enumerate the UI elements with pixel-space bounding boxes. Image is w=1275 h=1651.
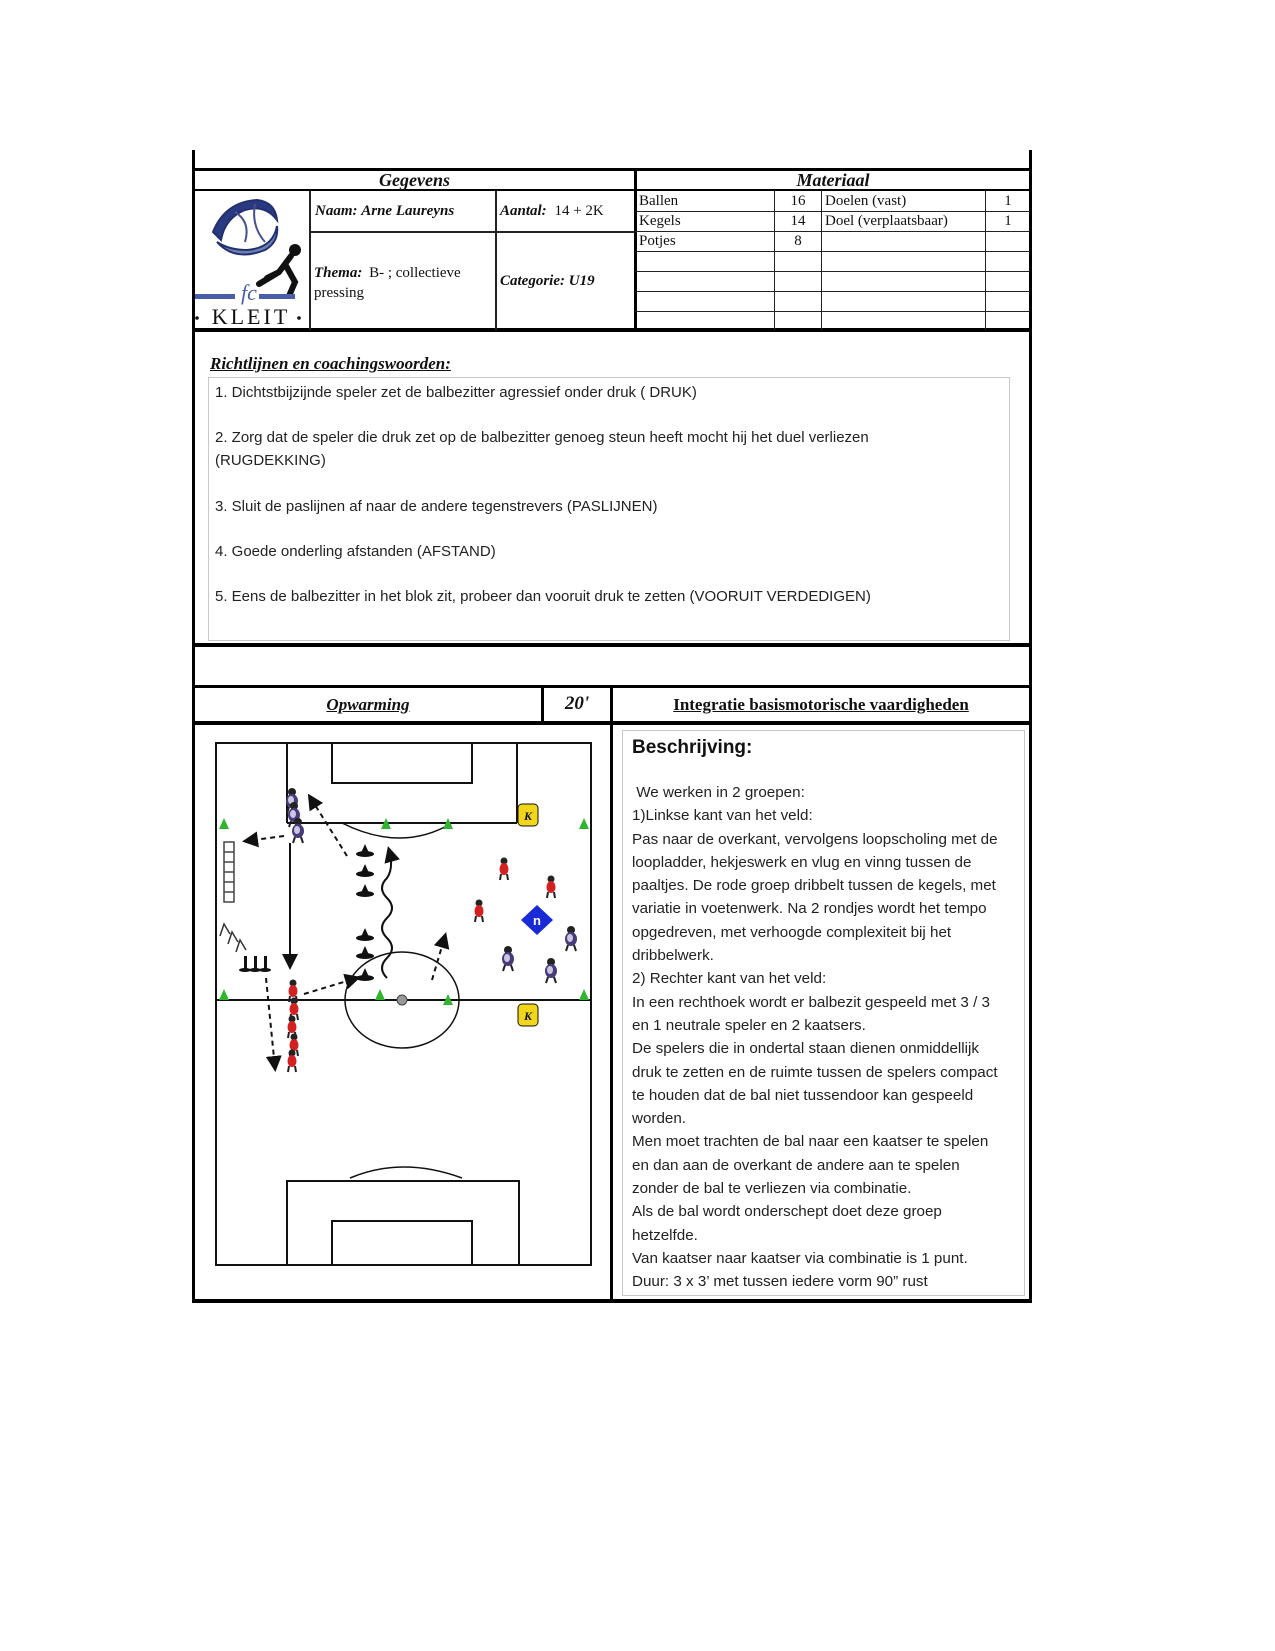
material-qty: 8: [794, 233, 802, 249]
aantal-value: 14 + 2K: [554, 203, 604, 219]
description-line: opgedreven, met verhoogde complexiteit bij het: [632, 923, 952, 941]
material-name: Potjes: [639, 233, 676, 249]
mat-row-6: [635, 311, 1030, 312]
thema-value-2: pressing: [314, 285, 364, 301]
naam-label: Naam:: [315, 203, 358, 219]
aantal-cell: [500, 203, 604, 220]
guideline-item: 3. Sluit de paslijnen af naar de andere tegenstrevers (PASLIJNEN): [215, 498, 658, 515]
description-line: druk te zetten en de ruimte tussen de spelers compact: [632, 1063, 998, 1081]
gegevens-title: Gegevens: [379, 170, 450, 190]
thema-label: Thema:: [314, 265, 363, 281]
categorie-value: U19: [568, 273, 595, 289]
col-divider-aantal: [495, 190, 497, 330]
kaatser-label: K: [523, 1009, 533, 1023]
section-title: Opwarming: [326, 695, 410, 714]
guidelines-bottom: [192, 643, 1032, 647]
naam-value: Arne Laureyns: [361, 203, 455, 219]
naam-cell: [315, 203, 454, 220]
club-logo: [195, 192, 307, 328]
description-box: [622, 730, 1025, 1296]
mat-row-1: [635, 211, 1030, 212]
section-subtitle: Integratie basismotorische vaardigheden: [673, 695, 969, 714]
kaatser-label: K: [523, 809, 533, 823]
description-line: Pas naar de overkant, vervolgens loopscholing met de: [632, 830, 998, 848]
description-line: We werken in 2 groepen:: [632, 784, 805, 801]
field-diagram: [212, 738, 597, 1268]
section-duration: 20': [564, 693, 590, 714]
guideline-item: 4. Goede onderling afstanden (AFSTAND): [215, 543, 496, 560]
description-line: Van kaatser naar kaatser via combinatie is 1 punt.: [632, 1249, 968, 1267]
description-text: [632, 781, 998, 1294]
table-bottom: [192, 328, 1032, 332]
description-line: hetzelfde.: [632, 1226, 698, 1244]
material-qty: 14: [790, 213, 806, 229]
description-line: zonder de bal te verliezen via combinatie.: [632, 1180, 912, 1198]
logo-fc: fc: [241, 280, 257, 305]
description-line: De spelers die in ondertal staan dienen onmiddellijk: [632, 1040, 979, 1058]
material-name: Doelen (vast): [825, 193, 907, 209]
mat-row-4: [635, 271, 1030, 272]
materiaal-title: Materiaal: [796, 170, 870, 190]
thema-cell: [314, 263, 461, 303]
material-name: Kegels: [639, 213, 681, 229]
neutral-label: n: [533, 913, 541, 928]
material-name: Ballen: [639, 193, 679, 209]
description-line: en dan aan de overkant de andere aan te spelen: [632, 1156, 960, 1174]
categorie-label: Categorie:: [500, 273, 565, 289]
description-line: te houden dat de bal niet tussendoor kan gespeeld: [632, 1086, 974, 1104]
categorie-cell: [500, 273, 595, 290]
description-line: Men moet trachten de bal naar een kaatser te spelen: [632, 1133, 989, 1151]
mat-row-3: [635, 251, 1030, 252]
mat-row-5: [635, 291, 1030, 292]
description-line: paaltjes. De rode groep dribbelt tussen de kegels, met: [632, 877, 996, 895]
description-line: variatie in voetenwerk. Na 2 rondjes wordt het tempo: [632, 900, 987, 918]
row-divider-naam: [309, 231, 635, 233]
description-line: Als de bal wordt onderschept doet deze groep: [632, 1203, 942, 1221]
guidelines-title: Richtlijnen en coachingswoorden:: [210, 354, 451, 373]
description-line: dribbelwerk.: [632, 947, 714, 965]
material-qty: 1: [1004, 193, 1012, 209]
description-line: loopladder, hekjeswerk en vlug en vinng tussen de: [632, 853, 972, 871]
material-qty: 1: [1004, 213, 1012, 229]
description-line: In een rechthoek wordt er balbezit gespeeld met 3 / 3: [632, 993, 990, 1011]
guideline-item: 1. Dichtstbijzijnde speler zet de balbezitter agressief onder druk ( DRUK): [215, 384, 697, 401]
aantal-label: Aantal:: [500, 203, 547, 219]
description-line: en 1 neutrale speler en 2 kaatsers.: [632, 1016, 866, 1034]
description-line: 1)Linkse kant van het veld:: [632, 807, 813, 825]
material-qty: 16: [790, 193, 806, 209]
section-col-2: [610, 686, 613, 1302]
guideline-item: (RUGDEKKING): [215, 452, 326, 469]
description-line: 2) Rechter kant van het veld:: [632, 970, 827, 988]
description-title: Beschrijving:: [632, 737, 753, 758]
guideline-cutoff: [215, 634, 535, 638]
col-divider-main: [634, 168, 637, 330]
description-line: worden.: [632, 1110, 687, 1128]
mat-row-2: [635, 231, 1030, 232]
thema-value-1: B- ; collectieve: [369, 265, 461, 281]
logo-kleit: KLEIT: [211, 304, 291, 329]
material-name: Doel (verplaatsbaar): [825, 213, 948, 229]
col-divider-logo: [309, 190, 311, 330]
description-line: Duur: 3 x 3’ met tussen iedere vorm 90” rust: [632, 1273, 928, 1291]
frame-right: [1029, 150, 1032, 1302]
guideline-item: 5. Eens de balbezitter in het blok zit, probeer dan vooruit druk te zetten (VOORUIT VERDEDIGEN): [215, 588, 871, 605]
guideline-item: 2. Zorg dat de speler die druk zet op de balbezitter genoeg steun heeft mocht hij het duel verliezen: [215, 429, 869, 446]
